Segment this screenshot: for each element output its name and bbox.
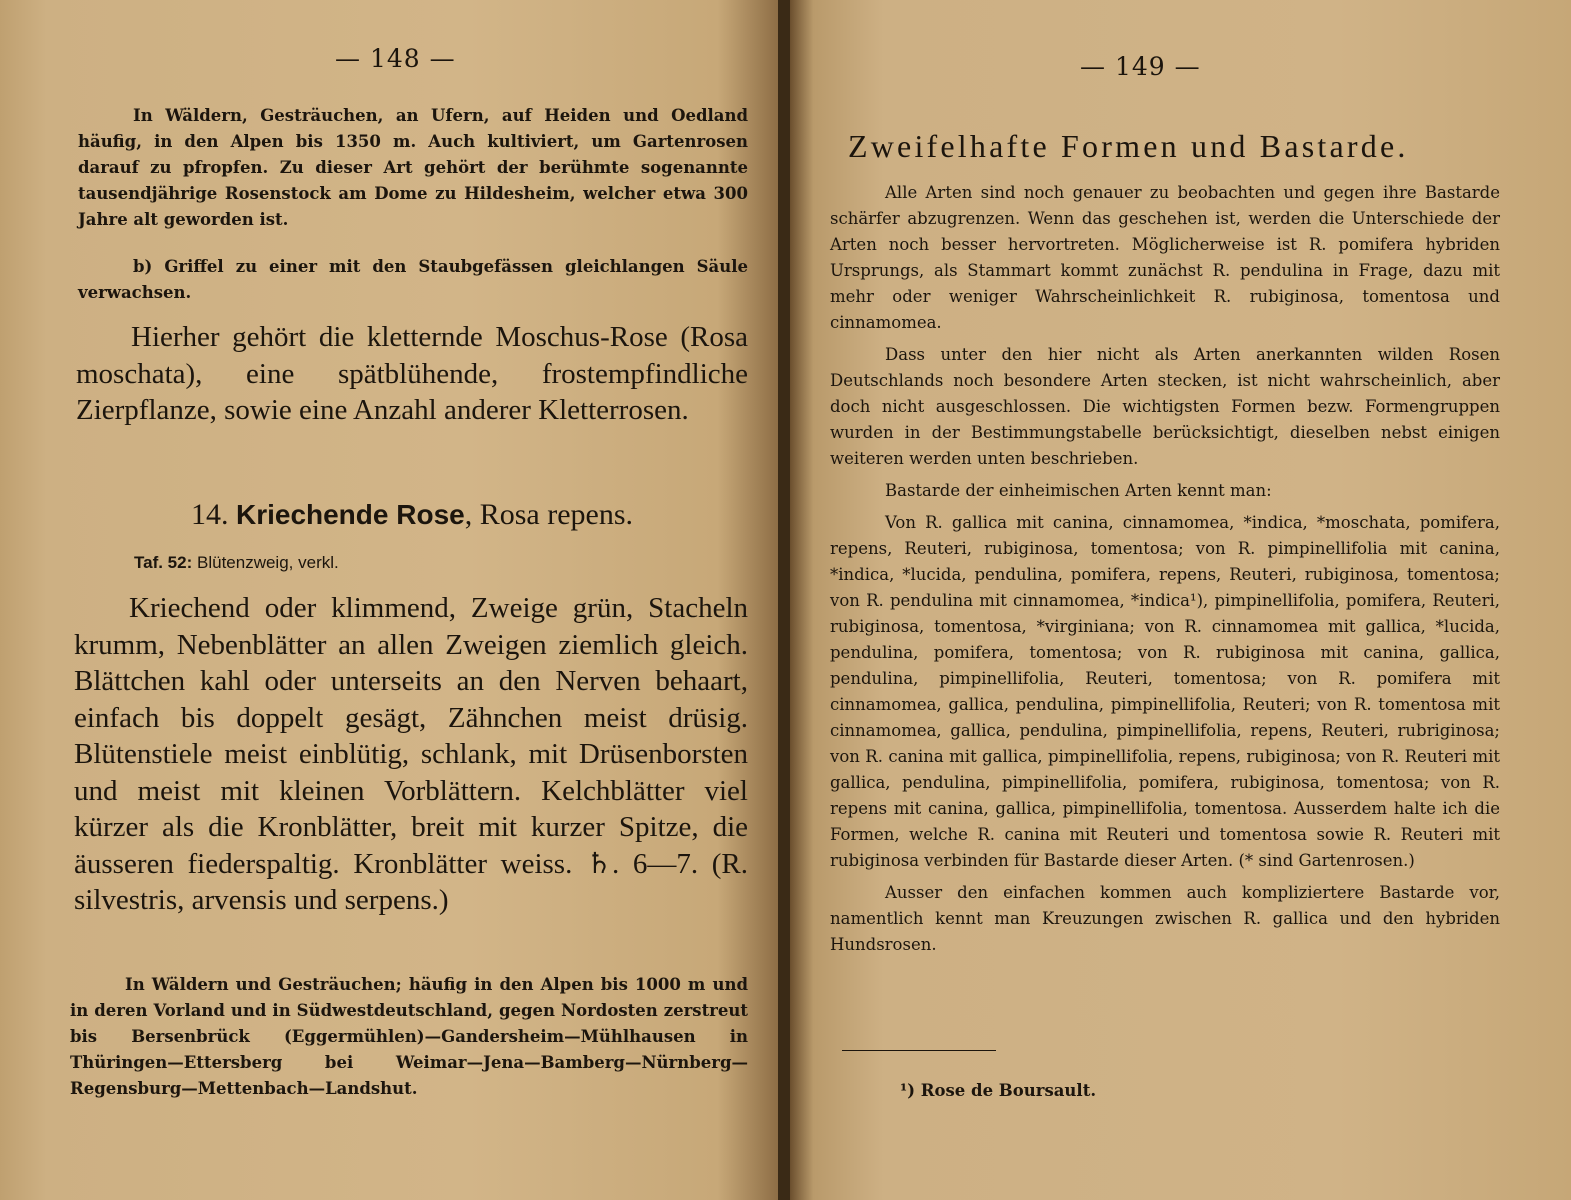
distribution-text: In Wäldern und Gesträuchen; häufig in den Alpen bis 1000 m und in deren Vorland und in Südwestdeutschland, gegen Nordosten zerstreut bis Bersenbrück (Eggermühlen)—Gandersheim—Mühlhausen in Thüringen—Ettersberg bei Weimar—Jena—Bamberg—Nürnberg—Regensburg—Mettenbach—Landshut. <box>70 975 748 1098</box>
section-title: Zweifelhafte Formen und Bastarde. <box>848 128 1409 164</box>
plate-label: Taf. 52: <box>134 553 193 572</box>
intro-paragraphs <box>830 180 1500 958</box>
footnote-rule <box>842 1050 996 1051</box>
species-common-name: Kriechende Rose <box>235 499 465 530</box>
plate-reference <box>134 553 734 573</box>
paragraph-3: Bastarde der einheimischen Arten kennt man: <box>885 481 1272 500</box>
plate-text: Blütenzweig, verkl. <box>197 553 339 572</box>
distribution-paragraph <box>70 972 748 1102</box>
left-page <box>0 0 780 1200</box>
habitat-paragraph <box>78 103 748 233</box>
paragraph-2: Dass unter den hier nicht als Arten anerkannten wilden Rosen Deutschlands noch besondere Arten stecken, ist nicht wahrscheinlich, aber doch nicht ausgeschlossen. Die wichtigsten Formen bezw. Formengruppen wurden in der Bestimmungstabelle berücksichtigt, dieselben nebst einigen weiteren werden unten beschrieben. <box>830 345 1500 468</box>
paragraph-4: Von R. gallica mit canina, cinnamomea, *indica, *moschata, pomifera, repens, Reuteri, rubiginosa, tomentosa; von R. pimpinellifolia mit canina, *indica, *lucida, pendulina, pomifera, repens, Reuteri, rubiginosa, tomentosa; von R. pendulina mit cinnamomea, *indica¹), pimpinellifolia, pomifera, Reuteri, rubiginosa, tomentosa, *virginiana; von R. cinnamomea mit gallica, *lucida, pendulina, pomifera, tomentosa; von R. rubiginosa mit canina, gallica, pendulina, pimpinellifolia, Reuteri, tomentosa; von R. pomifera mit cinnamomea, gallica, pendulina, pimpinellifolia, Reuteri; von R. tomentosa mit cinnamomea, gallica, pendulina, pimpinellifolia, repens, Reuteri, rubriginosa; von R. canina mit gallica, pimpinellifolia, repens, rubiginosa; von R. Reuteri mit gallica, pendulina, pimpinellifolia, pomifera, rubiginosa, tomentosa; von R. repens mit canina, gallica, pimpinellifolia, tomentosa. Ausserdem halte ich die Formen, welche R. canina mit Reuteri und tomentosa sowie R. Reuteri mit rubiginosa verbinden für Bastarde dieser Arten. (* sind Gartenrosen.) <box>830 513 1500 870</box>
page-number: — 148 — <box>335 44 456 73</box>
paragraph-1: Alle Arten sind noch genauer zu beobachten und gegen ihre Bastarde schärfer abzugrenzen. Wenn das geschehen ist, werden die Unterschiede der Arten noch besser hervortreten. Möglicherweise ist R. pomifera hybriden Ursprungs, als Stammart kommt zunächst R. pendulina in Frage, dazu mit mehr oder weniger Wahrscheinlichkeit R. rubiginosa, tomentosa und cinnamomea. <box>830 183 1500 332</box>
key-b-text: b) Griffel zu einer mit den Staubgefässen gleichlangen Säule verwachsen. <box>78 257 748 302</box>
species-heading <box>76 498 748 532</box>
paragraph-5: Ausser den einfachen kommen auch kompliziertere Bastarde vor, namentlich kennt man Kreuzungen zwischen R. gallica und den hybriden Hundsrosen. <box>830 883 1500 954</box>
species-number: 14. <box>190 498 229 531</box>
footnote: ¹) Rose de Boursault. <box>900 1081 1097 1100</box>
species-latin-name: , Rosa repens. <box>464 498 634 531</box>
hierher-paragraph <box>76 319 748 429</box>
description-text: Kriechend oder klimmend, Zweige grün, Stacheln krumm, Nebenblätter an allen Zweigen ziemlich gleich. Blättchen kahl oder unterseits an den Nerven behaart, einfach bis doppelt gesägt, Zähnchen meist drüsig. Blütenstiele meist einblütig, schlank, mit Drüsenborsten und meist mit kleinen Vorblättern. Kelchblätter viel kürzer als die Kronblätter, breit mit kurzer Spitze, die äusseren fiederspaltig. Kronblätter weiss. ♄. 6—7. (R. silvestris, arvensis und serpens.) <box>74 592 748 916</box>
habitat-text: In Wäldern, Gesträuchen, an Ufern, auf Heiden und Oedland häufig, in den Alpen bis 1350 m. Auch kultiviert, um Gartenrosen darauf zu pfropfen. Zu dieser Art gehört der berühmte sogenannte tausendjährige Rosenstock am Dome zu Hildesheim, welcher etwa 300 Jahre alt geworden ist. <box>78 106 748 229</box>
key-b-paragraph <box>78 254 748 306</box>
page-number: — 149 — <box>1080 52 1201 81</box>
hierher-text: Hierher gehört die kletternde Moschus-Rose (Rosa moschata), eine spätblühende, frostempfindliche Zierpflanze, sowie eine Anzahl anderer Kletterrosen. <box>76 321 748 426</box>
right-page <box>790 0 1571 1200</box>
description-paragraph <box>74 590 748 919</box>
